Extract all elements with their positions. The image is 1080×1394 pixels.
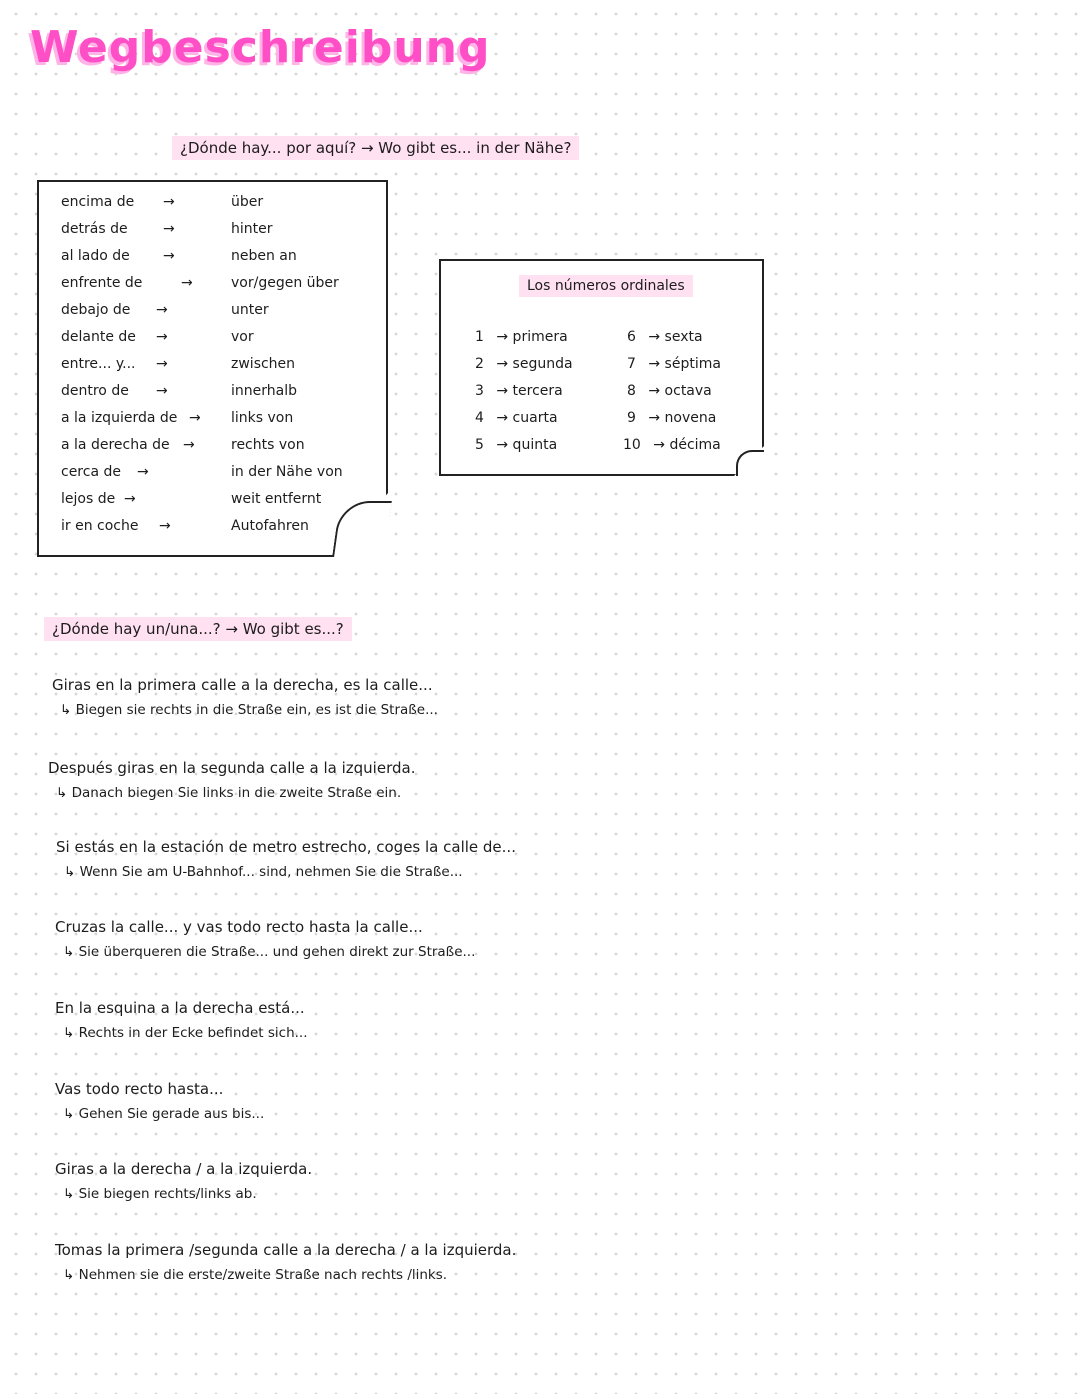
arrow-icon: → bbox=[163, 221, 175, 237]
ordinal-item bbox=[475, 383, 563, 399]
example-sentence bbox=[55, 1160, 312, 1202]
ordinal-item bbox=[627, 410, 716, 426]
vocab-row bbox=[61, 248, 297, 264]
sentence-es: Giras a la derecha / a la izquierda. bbox=[55, 1160, 313, 1178]
ordinal-number: 4 bbox=[475, 410, 484, 426]
ordinal-number: 9 bbox=[627, 410, 636, 426]
example-sentence bbox=[56, 838, 516, 880]
vocab-row bbox=[61, 275, 339, 291]
sentence-de: ↳ Nehmen sie die erste/zweite Straße nach rechts /links. bbox=[63, 1267, 448, 1283]
sentence-es: Giras en la primera calle a la derecha, es la calle... bbox=[52, 676, 433, 694]
vocab-de: neben an bbox=[231, 248, 297, 264]
vocab-row bbox=[61, 437, 305, 453]
vocab-es: detrás de bbox=[61, 221, 128, 237]
ordinal-number: 3 bbox=[475, 383, 484, 399]
sentence-es: Después giras en la segunda calle a la izquierda. bbox=[48, 759, 416, 777]
vocab-box bbox=[37, 180, 388, 557]
example-sentence bbox=[55, 999, 308, 1041]
vocab-es: a la izquierda de bbox=[61, 410, 178, 426]
page-curl-edge bbox=[736, 450, 764, 476]
vocab-de: zwischen bbox=[231, 356, 296, 372]
ordinal-item bbox=[623, 437, 721, 453]
ordinal-word: → cuarta bbox=[496, 410, 558, 426]
vocab-de: Autofahren bbox=[231, 518, 309, 534]
arrow-icon: → bbox=[156, 383, 168, 399]
vocab-es: entre... y... bbox=[61, 356, 136, 372]
example-sentence bbox=[55, 1080, 264, 1122]
ordinal-number: 10 bbox=[623, 437, 641, 453]
vocab-de: weit entfernt bbox=[231, 491, 322, 507]
ordinal-word: → sexta bbox=[648, 329, 703, 345]
vocab-row bbox=[61, 221, 273, 237]
sentence-de: ↳ Gehen Sie gerade aus bis... bbox=[63, 1106, 265, 1122]
ordinal-word: → séptima bbox=[648, 356, 721, 372]
arrow-icon: → bbox=[156, 302, 168, 318]
vocab-de: über bbox=[231, 194, 264, 210]
arrow-icon: → bbox=[137, 464, 149, 480]
ordinal-item bbox=[627, 356, 721, 372]
vocab-row bbox=[61, 410, 294, 426]
question-heading-1: ¿Dónde hay... por aquí? → Wo gibt es... in der Nähe? bbox=[172, 136, 579, 160]
vocab-de: innerhalb bbox=[231, 383, 297, 399]
vocab-es: cerca de bbox=[61, 464, 121, 480]
ordinal-item bbox=[475, 356, 573, 372]
vocab-de: unter bbox=[231, 302, 269, 318]
example-sentence bbox=[55, 918, 475, 960]
vocab-de: links von bbox=[231, 410, 294, 426]
page-title: Wegbeschreibung bbox=[30, 22, 491, 73]
vocab-row bbox=[61, 302, 269, 318]
ordinal-word: → octava bbox=[648, 383, 712, 399]
example-sentence bbox=[48, 759, 415, 801]
ordinal-number: 1 bbox=[475, 329, 484, 345]
arrow-icon: → bbox=[181, 275, 193, 291]
ordinal-item bbox=[627, 383, 712, 399]
arrow-icon: → bbox=[124, 491, 136, 507]
sentence-de: ↳ Rechts in der Ecke befindet sich... bbox=[63, 1025, 308, 1041]
vocab-row bbox=[61, 464, 343, 480]
vocab-row bbox=[61, 383, 297, 399]
ordinal-number: 8 bbox=[627, 383, 636, 399]
ordinal-number: 2 bbox=[475, 356, 484, 372]
ordinal-number: 5 bbox=[475, 437, 484, 453]
ordinal-word: → novena bbox=[648, 410, 717, 426]
arrow-icon: → bbox=[183, 437, 195, 453]
vocab-de: in der Nähe von bbox=[231, 464, 343, 480]
sentence-de: ↳ Danach biegen Sie links in die zweite Straße ein. bbox=[56, 785, 402, 801]
sentence-es: Si estás en la estación de metro estrecho, coges la calle de... bbox=[56, 838, 516, 856]
vocab-de: vor/gegen über bbox=[231, 275, 339, 291]
vocab-es: delante de bbox=[61, 329, 136, 345]
vocab-es: encima de bbox=[61, 194, 135, 210]
example-sentence bbox=[55, 1241, 516, 1283]
vocab-de: rechts von bbox=[231, 437, 305, 453]
vocab-de: vor bbox=[231, 329, 254, 345]
vocab-row bbox=[61, 356, 296, 372]
sentence-es: Tomas la primera /segunda calle a la derecha / a la izquierda. bbox=[55, 1241, 517, 1259]
ordinal-number: 7 bbox=[627, 356, 636, 372]
vocab-es: ir en coche bbox=[61, 518, 139, 534]
vocab-row bbox=[61, 518, 309, 534]
vocab-es: debajo de bbox=[61, 302, 131, 318]
arrow-icon: → bbox=[189, 410, 201, 426]
sentence-de: ↳ Biegen sie rechts in die Straße ein, es ist die Straße... bbox=[60, 702, 438, 718]
ordinal-word: → quinta bbox=[496, 437, 558, 453]
ordinal-word: → segunda bbox=[496, 356, 573, 372]
arrow-icon: → bbox=[163, 248, 175, 264]
sentence-es: Vas todo recto hasta... bbox=[55, 1080, 224, 1098]
vocab-row bbox=[61, 491, 322, 507]
ordinal-word: → décima bbox=[653, 437, 721, 453]
vocab-row bbox=[61, 194, 264, 210]
vocab-es: lejos de bbox=[61, 491, 116, 507]
ordinal-item bbox=[627, 329, 703, 345]
vocab-row bbox=[61, 329, 254, 345]
vocab-es: dentro de bbox=[61, 383, 129, 399]
arrow-icon: → bbox=[156, 329, 168, 345]
ordinal-number: 6 bbox=[627, 329, 636, 345]
ordinal-item bbox=[475, 437, 557, 453]
ordinal-item bbox=[475, 329, 568, 345]
arrow-icon: → bbox=[156, 356, 168, 372]
sentence-es: Cruzas la calle... y vas todo recto hasta la calle... bbox=[55, 918, 423, 936]
ordinals-title: Los números ordinales bbox=[519, 275, 693, 297]
sentence-de: ↳ Sie biegen rechts/links ab. bbox=[63, 1186, 257, 1202]
ordinal-word: → primera bbox=[496, 329, 568, 345]
ordinals-box bbox=[439, 259, 764, 476]
vocab-es: enfrente de bbox=[61, 275, 143, 291]
vocab-de: hinter bbox=[231, 221, 273, 237]
sentence-de: ↳ Sie überqueren die Straße... und gehen direkt zur Straße... bbox=[63, 944, 476, 960]
sentence-es: En la esquina a la derecha está... bbox=[55, 999, 305, 1017]
vocab-es: a la derecha de bbox=[61, 437, 170, 453]
arrow-icon: → bbox=[159, 518, 171, 534]
arrow-icon: → bbox=[163, 194, 175, 210]
ordinal-item bbox=[475, 410, 558, 426]
ordinal-word: → tercera bbox=[496, 383, 563, 399]
sentence-de: ↳ Wenn Sie am U-Bahnhof... sind, nehmen Sie die Straße... bbox=[64, 864, 463, 880]
vocab-es: al lado de bbox=[61, 248, 130, 264]
question-heading-2: ¿Dónde hay un/una...? → Wo gibt es...? bbox=[44, 617, 352, 641]
example-sentence bbox=[52, 676, 438, 718]
